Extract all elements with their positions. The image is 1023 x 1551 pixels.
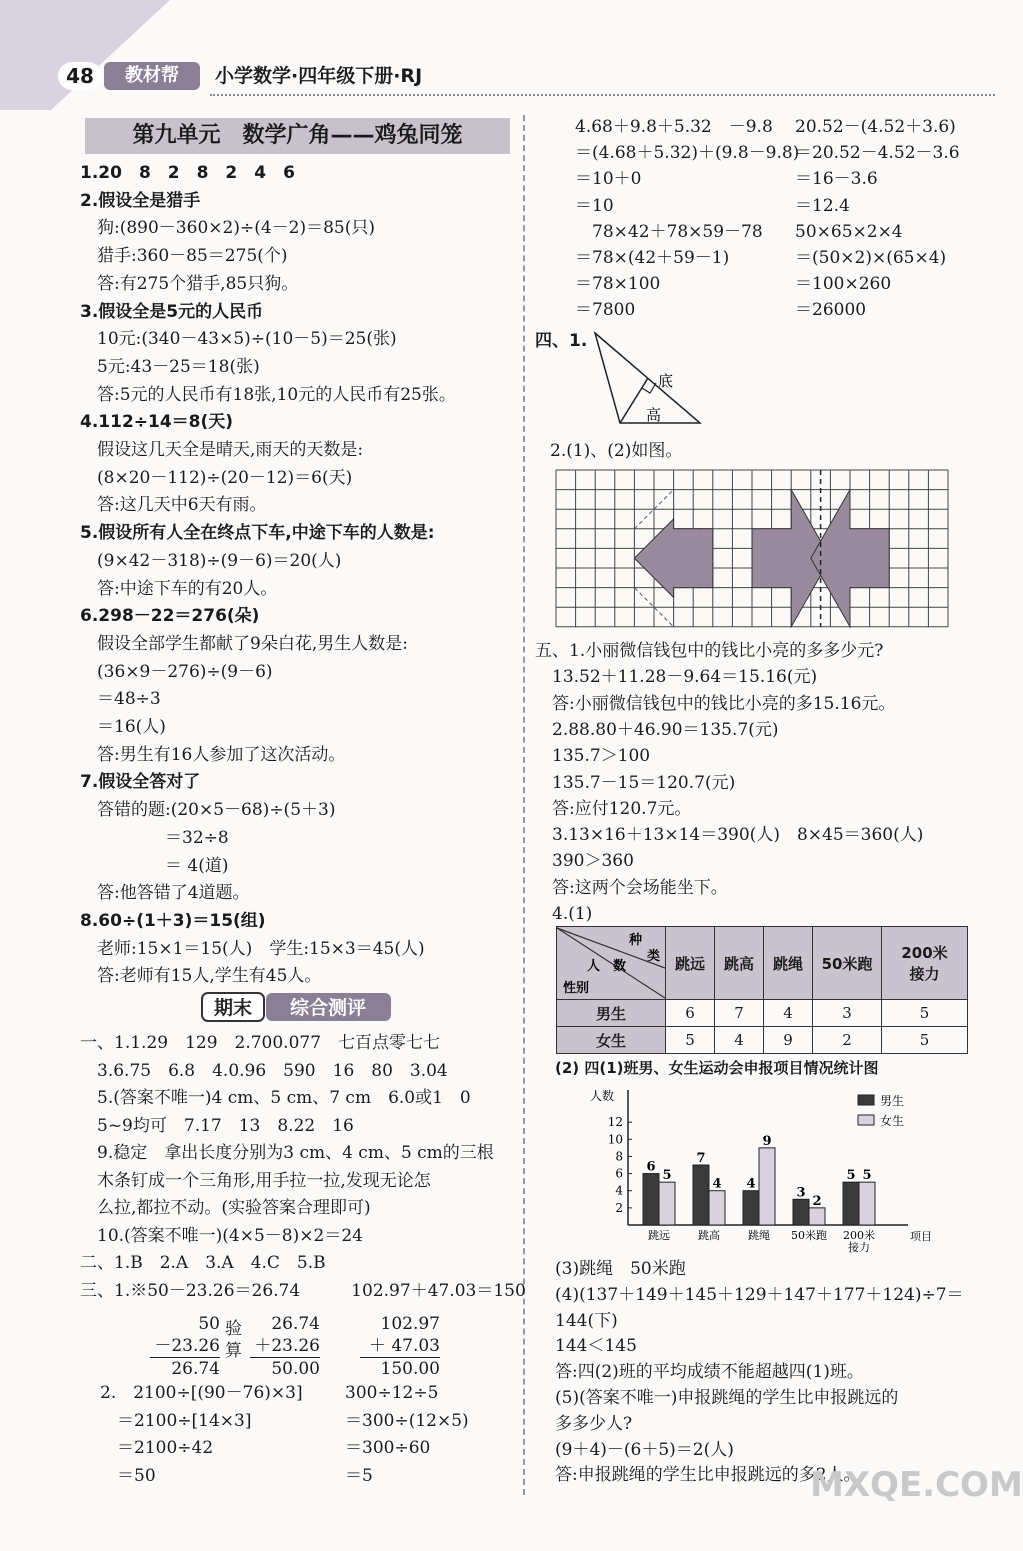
row-label: 男生 (557, 1000, 666, 1027)
calc-line: ＝5 (345, 1465, 373, 1486)
th-2: 跳绳 (764, 927, 813, 1000)
q4-label: 四、1. (535, 331, 588, 351)
th-1: 跳高 (715, 927, 764, 1000)
calc-line: ＝10 (575, 195, 614, 216)
verify-b1: 26.74 (271, 1314, 320, 1334)
after-chart-line: (3)跳绳 50米跑 (555, 1259, 686, 1279)
corner-c: 人 数 (587, 959, 627, 974)
after-chart-line: 144(下) (555, 1310, 618, 1331)
answer-line: 答:他答错了4道题。 (80, 883, 250, 904)
calc-line: ＝100×260 (795, 274, 892, 295)
exam-line: 10.(答案不唯一)(4×5－8)×2＝24 (80, 1225, 363, 1246)
bar-value-label: 5 (846, 1168, 856, 1184)
cell: 3 (813, 1000, 882, 1027)
verify-a3: 26.74 (171, 1359, 220, 1379)
y-tick-label: 6 (615, 1166, 623, 1181)
row-label: 女生 (557, 1027, 666, 1054)
triangle-figure (590, 328, 705, 428)
corner-a: 种 (629, 933, 643, 948)
verify-c3: 150.00 (380, 1359, 440, 1379)
q4-2-text: 2.(1)、(2)如图。 (550, 441, 683, 461)
answer-line: 10元:(340－43×5)÷(10－5)＝25(张) (80, 329, 397, 350)
answer-line: 假设全部学生都献了9朵白花,男生人数是: (80, 633, 408, 654)
q5-line: 135.7＞100 (535, 746, 651, 767)
th-0: 跳远 (666, 927, 715, 1000)
calc-line: 4.68＋9.8＋5.32 －9.8 (575, 117, 773, 137)
legend-label: 男生 (880, 1094, 905, 1108)
y-tick-label: 4 (615, 1183, 623, 1198)
legend-swatch (858, 1115, 874, 1125)
tri-base-label: 底 (658, 372, 674, 390)
y-axis-label: 人数 (590, 1089, 615, 1103)
cell: 4 (715, 1027, 764, 1054)
calc-line: ＝2100÷[14×3] (100, 1410, 252, 1431)
verify-label: 验 算 (225, 1319, 242, 1361)
bar-value-label: 3 (796, 1185, 806, 1201)
cell: 7 (715, 1000, 764, 1027)
after-chart-line: (9＋4)－(6＋5)＝2(人) (555, 1439, 734, 1460)
q5-line: 13.52＋11.28－9.64＝15.16(元) (535, 667, 818, 688)
answer-line: 3.假设全是5元的人民币 (80, 301, 264, 322)
corner-decoration (0, 0, 170, 110)
answer-line: 老师:15×1＝15(人) 学生:15×3＝45(人) (80, 938, 425, 959)
exam-line: 9.稳定 拿出长度分别为3 cm、4 cm、5 cm的三根 (80, 1143, 494, 1163)
answer-line: 答:中途下车的有20人。 (80, 578, 278, 599)
exam-line: 木条钉成一个三角形,用手拉一拉,发现无论怎 (80, 1170, 431, 1191)
calc-line: ＝20.52－4.52－3.6 (795, 143, 960, 164)
verify-a (150, 1313, 220, 1380)
calc-line: ＝78×100 (575, 274, 661, 295)
chart-caption: (2) 四(1)班男、女生运动会申报项目情况统计图 (555, 1059, 879, 1077)
calc-line: ＝26000 (795, 300, 867, 321)
answer-line: ＝16(人) (80, 717, 166, 737)
calc-line: ＝10＋0 (575, 169, 642, 190)
exam-badge-a: 期末 (213, 997, 253, 1019)
th-4: 200米 接力 (882, 927, 968, 1000)
q5-line: 2.88.80＋46.90＝135.7(元) (535, 719, 779, 740)
verify-b (250, 1313, 320, 1380)
calc-line: 78×42＋78×59－78 (575, 221, 763, 242)
cell: 5 (882, 1000, 968, 1027)
table-row (557, 1027, 968, 1054)
calc-line: ＝78×(42＋59－1) (575, 248, 730, 268)
answer-line: 答:男生有16人参加了这次活动。 (80, 744, 346, 765)
verify-b3: 50.00 (271, 1359, 320, 1379)
answer-line: 假设这几天全是晴天,雨天的天数是: (80, 440, 364, 460)
bar (859, 1182, 875, 1225)
unit-title: 第九单元 数学广角——鸡兔同笼 (85, 118, 510, 154)
answer-line: ＝ 4(道) (80, 855, 229, 876)
bar-value-label: 9 (762, 1133, 772, 1149)
answer-line: 1.20 8 2 8 2 4 6 (80, 163, 295, 183)
bar-chart (588, 1085, 933, 1260)
answer-line: ＝48÷3 (80, 689, 161, 710)
answer-line: 7.假设全答对了 (80, 772, 201, 793)
answer-line: (8×20－112)÷(20－12)＝6(天) (80, 467, 353, 488)
y-tick-label: 12 (607, 1115, 623, 1130)
header-rule (210, 94, 995, 96)
q5-line: 4.(1) (535, 904, 593, 924)
calc-line: ＝2100÷42 (100, 1438, 214, 1458)
corner-b: 类 (647, 949, 661, 964)
cell: 5 (882, 1027, 968, 1054)
table-row (557, 1000, 968, 1027)
verify-b2: ＋23.26 (250, 1335, 320, 1358)
calc-line: ＝16－3.6 (795, 169, 878, 190)
cell: 2 (813, 1027, 882, 1054)
answer-line: 答:5元的人民币有18张,10元的人民币有25张。 (80, 384, 456, 405)
y-tick-label: 10 (607, 1132, 623, 1147)
table-corner (557, 927, 666, 1000)
bar (759, 1148, 775, 1225)
calc-line: 300÷12÷5 (345, 1383, 439, 1403)
cell: 4 (764, 1000, 813, 1027)
page-number: 48 (58, 62, 102, 90)
verify-a1: 50 (198, 1314, 220, 1334)
exam-badge (200, 990, 395, 1024)
after-chart-line: 144＜145 (555, 1336, 637, 1357)
answer-line: ＝32÷8 (80, 827, 229, 848)
exam-line: 一、1.1.29 129 2.700.077 七百点零七七 (80, 1033, 441, 1053)
exam-line: 么拉,都拉不动。(实验答案合理即可) (80, 1198, 371, 1218)
answer-line: 5.假设所有人全在终点下车,中途下车的人数是: (80, 523, 435, 544)
x-tick-label-line2: 接力 (848, 1241, 870, 1254)
calc-line: ＝(4.68＋5.32)＋(9.8－9.8) (575, 143, 800, 164)
bar-value-label: 5 (662, 1168, 672, 1184)
answer-line: 4.112÷14＝8(天) (80, 412, 234, 433)
answer-line: 5元:43－25＝18(张) (80, 356, 260, 377)
bar (693, 1165, 709, 1225)
verify-c2: ＋ 47.03 (360, 1335, 440, 1358)
verify-a2: －23.26 (150, 1335, 220, 1358)
exam-line: 3.6.75 6.8 4.0.96 590 16 80 3.04 (80, 1060, 448, 1081)
after-chart-line: (4)(137＋149＋145＋129＋147＋177＋124)÷7＝ (555, 1284, 964, 1305)
tri-height-label: 高 (646, 406, 662, 424)
y-tick-label: 2 (615, 1200, 623, 1215)
y-tick-label: 8 (615, 1149, 623, 1164)
answer-line: (36×9－276)÷(9－6) (80, 661, 273, 682)
verify-c1: 102.97 (380, 1314, 440, 1334)
bar-value-label: 7 (696, 1151, 706, 1166)
cell: 5 (666, 1027, 715, 1054)
calc-line: ＝50 (100, 1465, 156, 1486)
brand-badge: 教材帮 (104, 62, 200, 90)
cell: 6 (666, 1000, 715, 1027)
bar-value-label: 2 (812, 1193, 822, 1209)
bar-value-label: 4 (746, 1176, 756, 1192)
cell: 9 (764, 1027, 813, 1054)
sports-table (556, 926, 968, 1054)
bar (743, 1191, 759, 1225)
answer-line: 答:老师有15人,学生有45人。 (80, 966, 322, 987)
th-3: 50米跑 (813, 927, 882, 1000)
x-tick-label: 50米跑 (791, 1229, 827, 1242)
q5-line: 3.13×16＋13×14＝390(人) 8×45＝360(人) (535, 825, 924, 846)
answer-line: 2.假设全是猎手 (80, 190, 201, 211)
q5-line: 答:这两个会场能坐下。 (535, 877, 728, 898)
x-tick-label: 跳高 (698, 1229, 720, 1242)
corner-d: 性别 (563, 981, 590, 996)
answer-line: 猎手:360－85＝275(个) (80, 246, 288, 267)
calc-line: 2. 2100÷[(90－76)×3] (100, 1383, 303, 1403)
calc-line: ＝300÷60 (345, 1438, 431, 1458)
x-tick-label: 跳绳 (748, 1229, 770, 1242)
book-title: 小学数学·四年级下册·RJ (215, 65, 423, 87)
answer-line: (9×42－318)÷(9－6)＝20(人) (80, 550, 342, 571)
after-chart-line: (5)(答案不唯一)申报跳绳的学生比申报跳远的 (555, 1388, 899, 1408)
q5-line: 五、1.小丽微信钱包中的钱比小亮的多多少元? (535, 641, 884, 661)
calc-line: 20.52－(4.52＋3.6) (795, 117, 956, 137)
answer-line: 答:有275个猎手,85只狗。 (80, 273, 299, 294)
q5-line: 答:应付120.7元。 (535, 798, 692, 819)
calc-line: ＝12.4 (795, 195, 850, 216)
bar (793, 1199, 809, 1225)
bar (809, 1208, 825, 1225)
bar-value-label: 6 (646, 1159, 656, 1175)
grid-figure (556, 470, 948, 632)
bar-value-label: 4 (712, 1176, 722, 1192)
x-tick-label: 200米 (843, 1229, 875, 1242)
legend-label: 女生 (880, 1114, 905, 1128)
answer-line: 狗:(890－360×2)÷(4－2)＝85(只) (80, 218, 375, 239)
x-axis-label: 项目 (910, 1230, 932, 1243)
exam-line: 二、1.B 2.A 3.A 4.C 5.B (80, 1253, 326, 1273)
calc-line: ＝300÷(12×5) (345, 1410, 469, 1431)
bar (659, 1182, 675, 1225)
legend-swatch (858, 1095, 874, 1105)
answer-line: 答:这几天中6天有雨。 (80, 495, 267, 516)
answer-line: 8.60÷(1＋3)＝15(组) (80, 910, 266, 931)
calc-line: ＝7800 (575, 300, 636, 321)
bar (843, 1182, 859, 1225)
q5-line: 135.7－15＝120.7(元) (535, 772, 736, 793)
q5-line: 390＞360 (535, 851, 634, 872)
verify-c (360, 1313, 440, 1380)
exam-line: 三、1.※50－23.26＝26.74 102.97＋47.03＝150 (80, 1280, 526, 1301)
bar-value-label: 5 (862, 1168, 872, 1184)
after-chart-line: 答:四(2)班的平均成绩不能超越四(1)班。 (555, 1362, 864, 1383)
after-chart-line: 多多少人? (555, 1413, 633, 1434)
bar (643, 1174, 659, 1225)
exam-badge-b: 综合测评 (289, 997, 367, 1019)
watermark-text: MXQE.COM (810, 1465, 1023, 1505)
calc-line: ＝(50×2)×(65×4) (795, 248, 947, 268)
q5-line: 答:小丽微信钱包中的钱比小亮的多15.16元。 (535, 693, 896, 714)
after-chart-line: 答:申报跳绳的学生比申报跳远的多2人。 (555, 1465, 861, 1486)
grid-svg (556, 470, 948, 632)
exam-line: 5~9均可 7.17 13 8.22 16 (80, 1115, 354, 1136)
calc-line: 50×65×2×4 (795, 221, 903, 242)
x-tick-label: 跳远 (648, 1229, 670, 1242)
answer-line: 6.298－22＝276(朵) (80, 606, 260, 627)
bar (709, 1191, 725, 1225)
exam-line: 5.(答案不唯一)4 cm、5 cm、7 cm 6.0或1 0 (80, 1088, 471, 1108)
answer-line: 答错的题:(20×5－68)÷(5＋3) (80, 800, 336, 821)
